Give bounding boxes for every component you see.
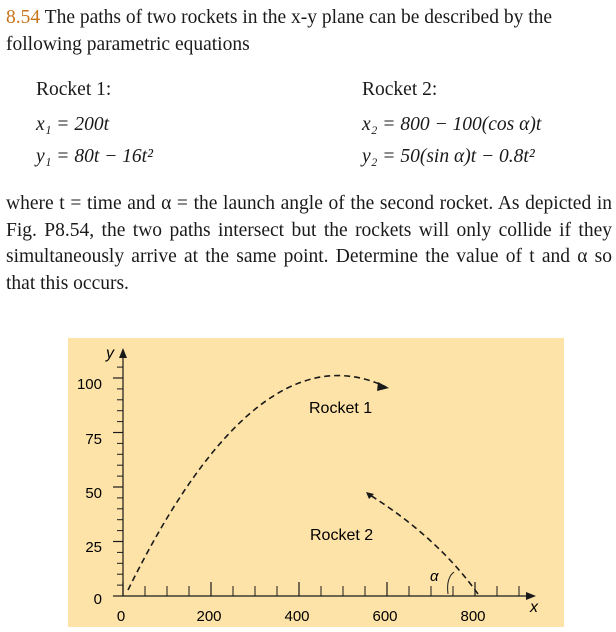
equation-x1: x₁ = 200t	[36, 114, 110, 135]
tick-label-y-50: 50	[85, 485, 102, 502]
rocket2-heading: Rocket 2:	[362, 79, 438, 100]
rocket2-label: Rocket 2	[310, 527, 374, 544]
tick-label-y-100: 100	[76, 376, 102, 393]
rocket1-arrowhead	[377, 382, 389, 391]
tick-label-x-400: 400	[284, 608, 310, 625]
trajectory-plot	[68, 338, 564, 627]
tick-label-x-200: 200	[196, 608, 222, 625]
problem-intro-text: The paths of two rockets in the x-y plane can be described by the following parametric equations	[6, 7, 553, 55]
rocket1-label: Rocket 1	[309, 400, 373, 417]
x-axis-label: x	[530, 599, 538, 616]
tick-label-y-25: 25	[85, 539, 102, 556]
rocket2-arrowhead	[366, 492, 374, 499]
tick-label-x-800: 800	[460, 608, 486, 625]
equation-y2: y₂ = 50(sin α)t − 0.8t²	[362, 146, 535, 167]
tick-label-x-0: 0	[116, 608, 126, 625]
tick-label-y-75: 75	[85, 431, 102, 448]
problem-intro	[6, 4, 612, 58]
problem-number: 8.54	[6, 7, 41, 28]
rocket2-trajectory	[370, 495, 478, 594]
y-axis-arrow	[119, 348, 127, 358]
figure-p8-54	[68, 338, 564, 627]
angle-label: α	[430, 568, 439, 585]
y-axis-label: y	[106, 345, 114, 362]
problem-paragraph: where t = time and α = the launch angle of the second rocket. As depicted in Fig. P8.54, the two paths intersect but the rockets will only collide if they simultaneously arrive at the same point. Determine the value of t and α so that this occurs.	[6, 193, 612, 294]
tick-label-y-0: 0	[93, 591, 102, 608]
equation-x2: x₂ = 800 − 100(cos α)t	[362, 114, 542, 135]
tick-label-x-600: 600	[372, 608, 398, 625]
rocket1-heading: Rocket 1:	[36, 79, 112, 100]
equation-y1: y₁ = 80t − 16t²	[36, 146, 153, 167]
